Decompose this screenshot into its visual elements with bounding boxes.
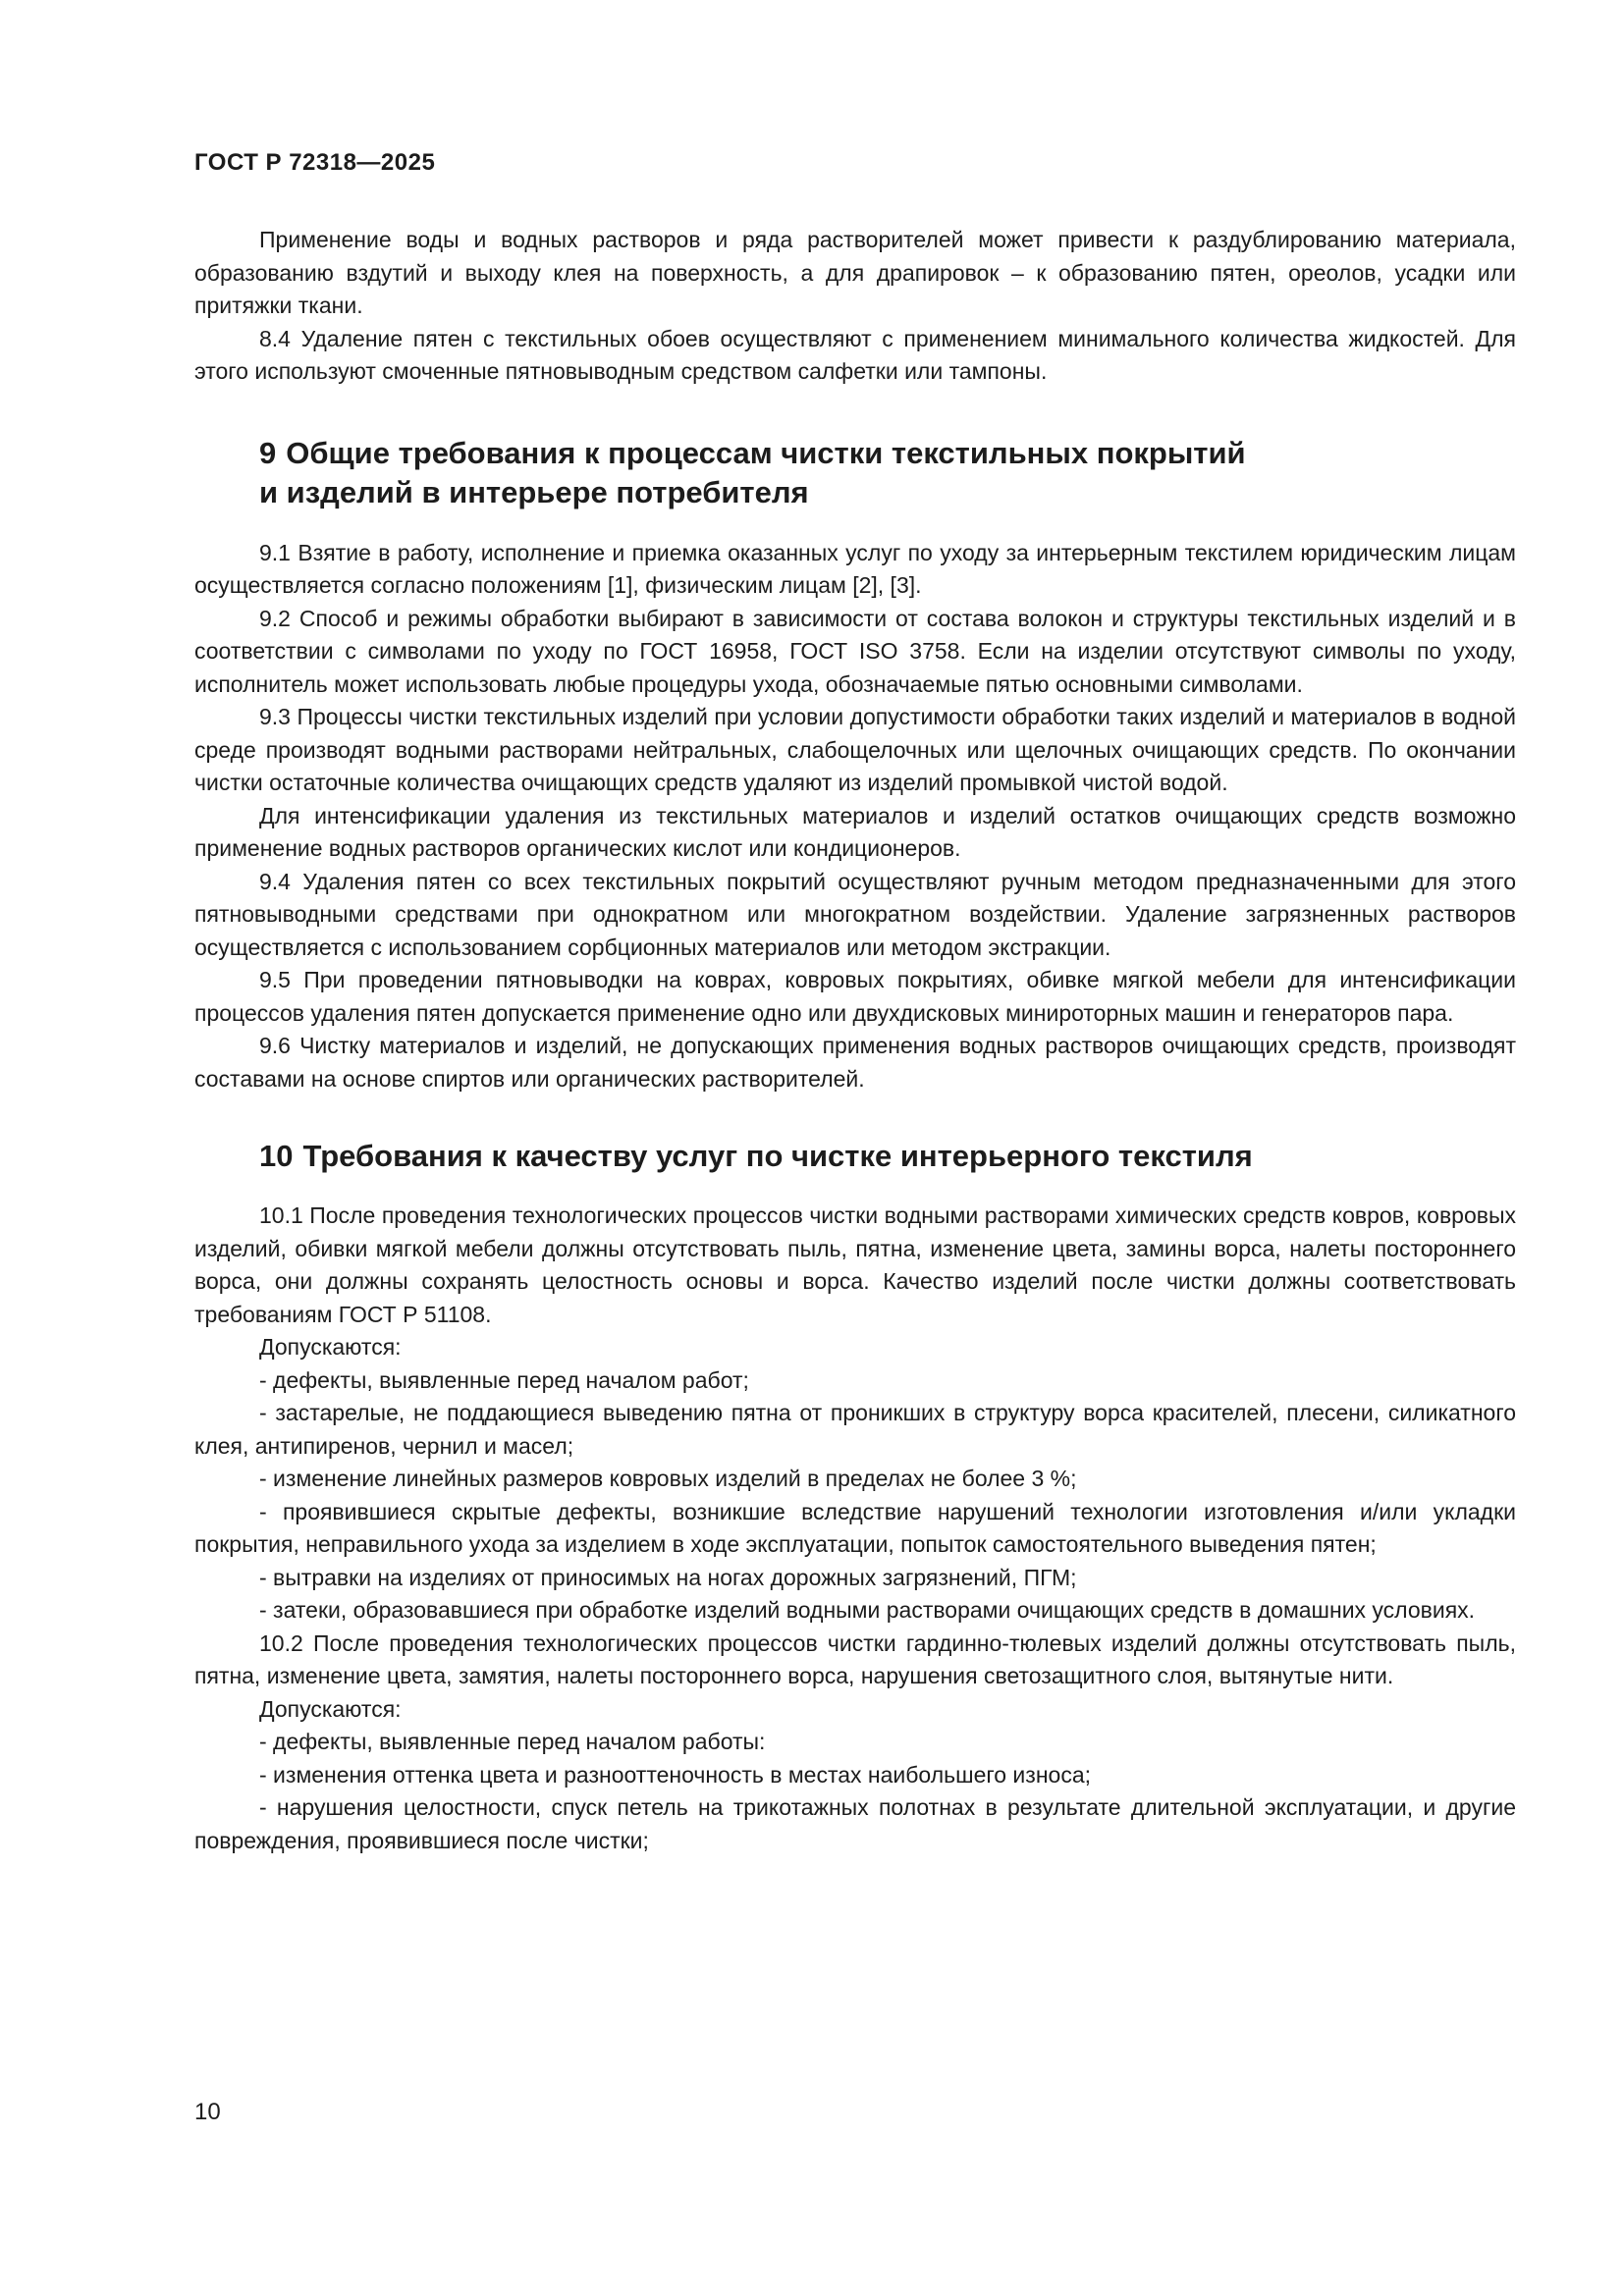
allowed-label: Допускаются: — [259, 1695, 402, 1722]
paragraph-10-1: 10.1 После проведения технологических процессов чистки водными растворами химических средств ковров, ковровых изделий, обивки мягкой мебели должны отсутствовать пыль, пятна, изменение цвета, замины ворса, налеты постороннего ворса, они должны сохранять целостность основы и ворса. Качество изделий после чистки должны соответствовать требованиям ГОСТ Р 51108. — [194, 1202, 1516, 1327]
paragraph-10-2: 10.2 После проведения технологических процессов чистки гардинно-тюлевых изделий должны отсутствовать пыль, пятна, изменение цвета, замятия, налеты постороннего ворса, нарушения светозащитного слоя, вытянутые нити. — [194, 1629, 1516, 1688]
paragraph: Применение воды и водных растворов и ряда растворителей может привести к раздублированию материала, образованию вздутий и выходу клея на поверхность, а для драпировок – к образованию пятен, ореолов, усадки или притяжки ткани. — [194, 227, 1516, 318]
paragraph-9-1: 9.1 Взятие в работу, исполнение и приемка оказанных услуг по уходу за интерьерным текстилем юридическим лицам осуществляется согласно положениям [1], физическим лицам [2], [3]. — [194, 539, 1516, 598]
list-item: - изменения оттенка цвета и разнооттеночность в местах наибольшего износа; — [259, 1761, 1092, 1788]
section-9-number: 9 — [259, 435, 277, 470]
paragraph-9-3: 9.3 Процессы чистки текстильных изделий при условии допустимости обработки таких изделий и материалов в водной среде производят водными растворами нейтральных, слабощелочных или щелочных очищающих средств. По окончании чистки остаточные количества очищающих средств удаляют из изделий промывкой чистой водой. — [194, 704, 1516, 795]
section-9-title-line2: и изделий в интерьере потребителя — [259, 474, 809, 509]
list-item: - вытравки на изделиях от приносимых на ногах дорожных загрязнений, ПГМ; — [259, 1564, 1077, 1590]
list-item: - застарелые, не поддающиеся выведению пятна от проникших в структуру ворса красителей, плесени, силикатного клея, антипиренов, чернил и масел; — [194, 1400, 1516, 1459]
paragraph-9-4: 9.4 Удаления пятен со всех текстильных покрытий осуществляют ручным методом предназначенными для этого пятновыводными средствами при однократном или многократном воздействии. Удаление загрязненных растворов осуществляется с использованием сорбционных материалов или методом экстракции. — [194, 868, 1516, 960]
paragraph-9-3-continued: Для интенсификации удаления из текстильных материалов и изделий остатков очищающих средств возможно применение водных растворов органических кислот или кондиционеров. — [194, 802, 1516, 861]
document-code-header: ГОСТ Р 72318—2025 — [194, 149, 436, 176]
section-10-heading — [194, 1137, 1516, 1176]
list-item: - проявившиеся скрытые дефекты, возникшие вследствие нарушений технологии изготовления и/или укладки покрытия, неправильного ухода за изделием в ходе эксплуатации, попыток самостоятельного выведения пятен; — [194, 1498, 1516, 1557]
paragraph-8-4: 8.4 Удаление пятен с текстильных обоев осуществляют с применением минимального количества жидкостей. Для этого используют смоченные пятновыводным средством салфетки или тампоны. — [194, 325, 1516, 384]
section-9-title-line1: Общие требования к процессам чистки текстильных покрытий — [286, 435, 1246, 470]
allowed-label: Допускаются: — [259, 1334, 402, 1360]
list-item: - дефекты, выявленные перед началом работы: — [259, 1729, 766, 1754]
section-9-heading — [194, 434, 1516, 512]
list-item: - затеки, образовавшиеся при обработке изделий водными растворами очищающих средств в домашних условиях. — [259, 1597, 1476, 1623]
document-body — [194, 224, 1516, 1857]
paragraph-9-5: 9.5 При проведении пятновыводки на коврах, ковровых покрытиях, обивке мягкой мебели для интенсификации процессов удаления пятен допускается применение одно или двухдисковых минироторных машин и генераторов пара. — [194, 967, 1516, 1026]
paragraph-9-2: 9.2 Способ и режимы обработки выбирают в зависимости от состава волокон и структуры текстильных изделий и в соответствии с символами по уходу по ГОСТ 16958, ГОСТ ISO 3758. Если на изделии отсутствуют символы по уходу, исполнитель может использовать любые процедуры ухода, обозначаемые пятью основными символами. — [194, 605, 1516, 697]
list-item: - изменение линейных размеров ковровых изделий в пределах не более 3 %; — [259, 1466, 1077, 1491]
list-item: - дефекты, выявленные перед началом работ; — [259, 1366, 749, 1393]
list-item: - нарушения целостности, спуск петель на трикотажных полотнах в результате длительной эксплуатации, и другие повреждения, проявившиеся после чистки; — [194, 1794, 1516, 1853]
paragraph-9-6: 9.6 Чистку материалов и изделий, не допускающих применения водных растворов очищающих средств, производят составами на основе спиртов или органических растворителей. — [194, 1033, 1516, 1092]
section-10-title: Требования к качеству услуг по чистке интерьерного текстиля — [302, 1139, 1253, 1173]
section-10-number: 10 — [259, 1139, 294, 1173]
page-number: 10 — [194, 2099, 221, 2125]
